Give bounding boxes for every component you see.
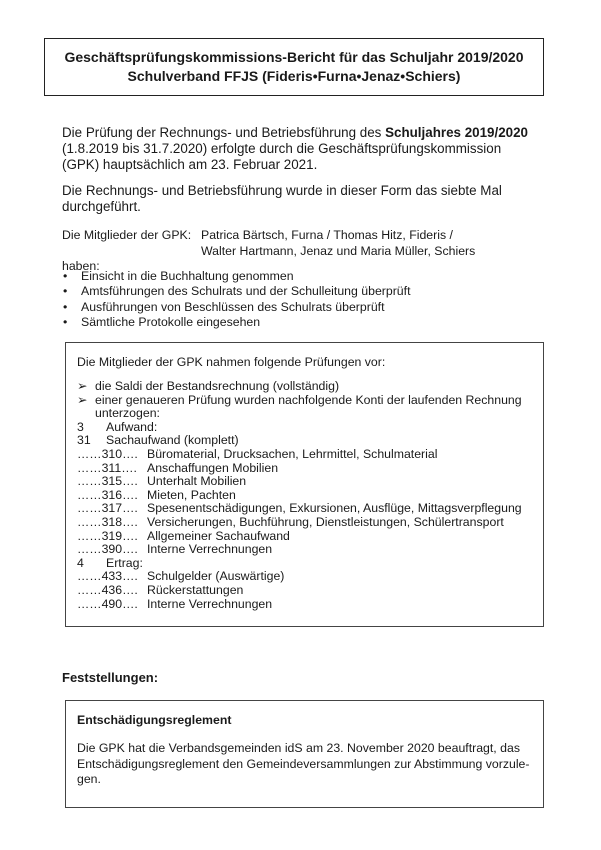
account-code: ……319….	[77, 528, 138, 543]
members-list	[201, 228, 521, 259]
account-desc: Anschaffungen Mobilien	[147, 460, 279, 475]
arrow-item-text: die Saldi der Bestandsrechnung (vollständig)	[95, 379, 340, 393]
account-group-number: 3	[77, 419, 84, 434]
members-line-1: Patrica Bärtsch, Furna / Thomas Hitz, Fideris /	[201, 228, 453, 242]
account-desc: Allgemeiner Sachaufwand	[147, 528, 290, 543]
reglement-heading: Entschädigungsreglement	[77, 713, 232, 727]
intro-school-year: Schuljahres 2019/2020	[385, 125, 528, 140]
arrow-item-text-cont: unterzogen:	[95, 406, 160, 421]
account-desc: Spesenentschädigungen, Exkursionen, Ausflüge, Mittagsverpflegung	[147, 501, 522, 516]
account-code: ……310….	[77, 446, 138, 461]
account-code: ……316….	[77, 487, 138, 502]
account-code: ……436….	[77, 582, 138, 597]
members-label: Die Mitglieder der GPK:	[62, 228, 192, 242]
intro-text: Die Prüfung der Rechnungs- und Betriebsführung des	[62, 125, 386, 140]
arrow-item-text: einer genaueren Prüfung wurden nachfolgende Konti der laufenden Rechnung	[95, 392, 522, 407]
account-code: ……317….	[77, 501, 138, 516]
list-item: • Ausführungen von Beschlüssen des Schulrats überprüft	[62, 300, 410, 315]
account-desc: Interne Verrechnungen	[147, 542, 273, 557]
report-title-line2: Schulverband FFJS (Fideris•Furna•Jenaz•Schiers)	[127, 68, 461, 84]
intro-paragraph-1	[62, 125, 542, 173]
account-desc: Mieten, Pachten	[147, 487, 236, 502]
intro-paragraph-2: Die Rechnungs- und Betriebsführung wurde in dieser Form das siebte Mal durchgeführt.	[62, 183, 502, 214]
activity-bullet-list	[62, 269, 410, 331]
members-line-2: Walter Hartmann, Jenaz und Maria Müller, Schiers	[201, 243, 476, 258]
reglement-box	[65, 700, 544, 808]
pruefungen-box	[65, 342, 544, 627]
account-code: ……390….	[77, 542, 138, 557]
account-desc: Schulgelder (Auswärtige)	[147, 569, 285, 584]
list-item: • Amtsführungen des Schulrats und der Schulleitung überprüft	[62, 284, 410, 299]
report-title-line1: Geschäftsprüfungskommissions-Bericht für das Schuljahr 2019/2020	[64, 49, 524, 65]
list-item: • Einsicht in die Buchhaltung genommen	[62, 269, 410, 284]
intro-text-cont: (1.8.2019 bis 31.7.2020) erfolgte durch die Geschäftsprüfungskommission (GPK) hauptsächlich am 23. Februar 2021.	[62, 141, 502, 172]
feststellungen-heading: Feststellungen:	[62, 670, 159, 685]
account-code: ……490….	[77, 596, 138, 611]
account-group-number: 4	[77, 555, 84, 570]
account-desc: Versicherungen, Buchführung, Dienstleistungen, Schülertransport	[147, 514, 504, 529]
reglement-text: Die GPK hat die Verbandsgemeinden idS am 23. November 2020 beauftragt, das Entschädigungsreglement den Gemeindeversammlungen zur Abstimmung vorzule-gen.	[77, 741, 530, 786]
arrow-bullet-icon: ➢	[77, 379, 88, 393]
account-code: ……318….	[77, 514, 138, 529]
account-code: ……315….	[77, 474, 138, 489]
account-desc: Unterhalt Mobilien	[147, 474, 247, 489]
arrow-bullet-icon: ➢	[77, 392, 88, 407]
account-desc: Rückerstattungen	[147, 582, 244, 597]
account-group-label: Sachaufwand (komplett)	[106, 433, 239, 448]
account-desc: Interne Verrechnungen	[147, 596, 273, 611]
account-group-label: Ertrag:	[106, 555, 143, 570]
report-title-box	[44, 38, 544, 96]
account-desc: Büromaterial, Drucksachen, Lehrmittel, Schulmaterial	[147, 446, 438, 461]
account-group-label: Aufwand:	[106, 419, 158, 434]
list-item: • Sämtliche Protokolle eingesehen	[62, 315, 410, 330]
account-group-number: 31	[77, 433, 91, 448]
account-code: ……311….	[77, 460, 137, 475]
pruefungen-intro: Die Mitglieder der GPK nahmen folgende Prüfungen vor:	[77, 355, 386, 369]
haben-label: haben:	[62, 259, 100, 273]
account-code: ……433….	[77, 569, 138, 584]
